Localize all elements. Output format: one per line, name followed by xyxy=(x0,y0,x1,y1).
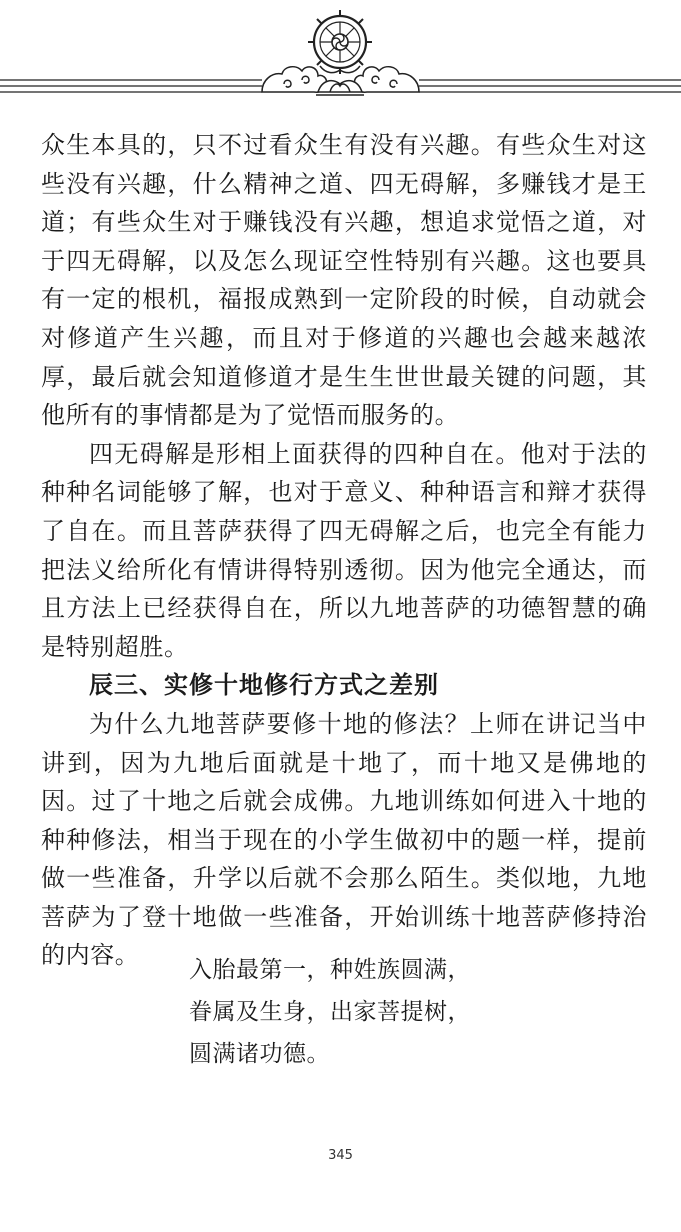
body-paragraph: 四无碍解是形相上面获得的四种自在。他对于法的种种名词能够了解，也对于意义、种种语言和辩才获得了自在。而且菩萨获得了四无碍解之后，也完全有能力把法义给所化有情讲得特别透彻。因为他完全通达，而且方法上已经获得自在，所以九地菩萨的功德智慧的确是特别超胜。 xyxy=(41,439,647,661)
page-body xyxy=(41,126,647,975)
cloud-scroll-icon xyxy=(355,67,419,92)
body-paragraph: 为什么九地菩萨要修十地的修法？上师在讲记当中讲到，因为九地后面就是十地了，而十地又是佛地的因。过了十地之后就会成佛。九地训练如何进入十地的种种修法，相当于现在的小学生做初中的题一样，提前做一些准备，升学以后就不会那么陌生。类似地，九地菩萨为了登十地做一些准备，开始训练十地菩萨修持治的内容。 xyxy=(41,709,647,970)
header-ornament-graphic xyxy=(0,0,681,112)
verse-line: 圆满诸功德。 xyxy=(189,1041,330,1067)
verse-line: 入胎最第一，种姓族圆满， xyxy=(189,957,471,983)
cloud-scroll-icon xyxy=(262,67,326,92)
body-paragraph: 众生本具的，只不过看众生有没有兴趣。有些众生对这些没有兴趣，什么精神之道、四无碍解，多赚钱才是王道；有些众生对于赚钱没有兴趣，想追求觉悟之道，对于四无碍解，以及怎么现证空性特别有兴趣。这也要具有一定的根机，福报成熟到一定阶段的时候，自动就会对修道产生兴趣，而且对于修道的兴趣也会越来越浓厚，最后就会知道修道才是生生世世最关键的问题，其他所有的事情都是为了觉悟而服务的。 xyxy=(41,131,647,430)
verse-line: 眷属及生身，出家菩提树， xyxy=(189,999,471,1025)
lotus-base-icon xyxy=(316,81,364,95)
page-number: 345 xyxy=(328,1148,353,1163)
section-heading: 辰三、实修十地修行方式之差别 xyxy=(89,670,439,700)
dharma-wheel-icon xyxy=(308,10,372,74)
verse-block xyxy=(189,949,471,1075)
page-header-ornament xyxy=(0,0,681,112)
